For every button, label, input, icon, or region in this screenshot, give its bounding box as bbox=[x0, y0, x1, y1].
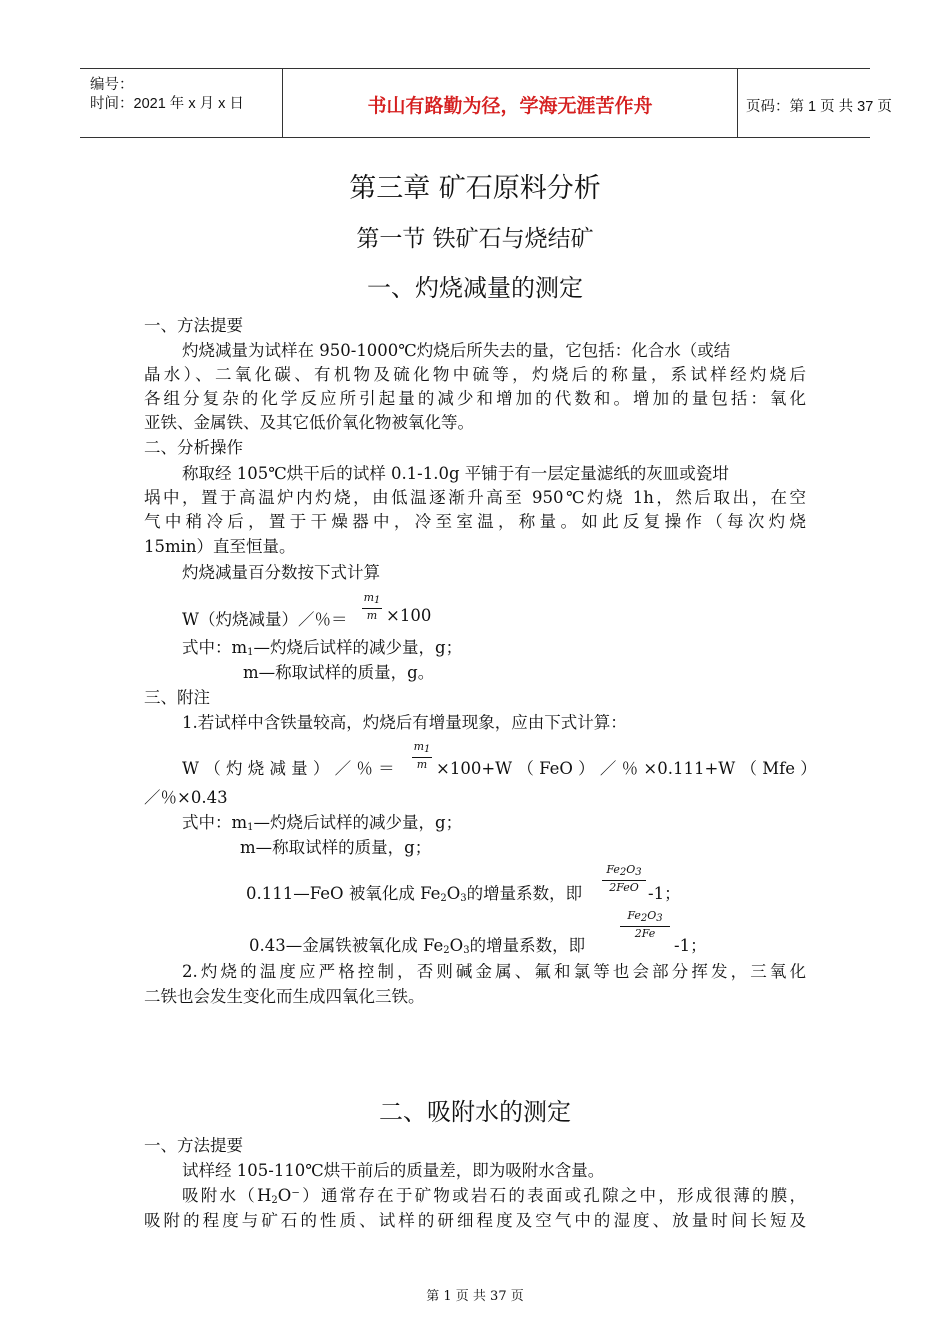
f1-numerator-sub: 1 bbox=[374, 595, 381, 606]
note-2-line-1: 2.灼烧的温度应严格控制，否则碱金属、氟和氯等也会部分挥发，三氧化 bbox=[182, 962, 806, 981]
note-1: 1.若试样中含铁量较高，灼烧后有增量现象，应由下式计算： bbox=[182, 713, 627, 732]
subsection-title-1: 一、灼烧减量的测定 bbox=[367, 274, 583, 302]
part2-heading-method: 一、方法提要 bbox=[144, 1136, 243, 1155]
page-header bbox=[80, 68, 892, 138]
number-label: 编号： bbox=[90, 77, 134, 93]
page-info: 页码：第 1 页 共 37 页 bbox=[746, 99, 892, 115]
formula-2-right: ×100+W （ FeO ） ／ ％ ×0.111+W （ Mfe ） bbox=[436, 759, 817, 778]
where-4: m—称取试样的质量，g； bbox=[240, 838, 432, 857]
method-line-2: 晶水）、二氧化碳、有机物及硫化物中硫等，灼烧后的称量，系试样经灼烧后 bbox=[144, 365, 806, 384]
coef-2-fraction: $Fe_2O_3$ 2Fe bbox=[620, 910, 670, 940]
coef-2-end: -1； bbox=[674, 936, 707, 955]
header-page-cell bbox=[738, 69, 892, 137]
where-2: m—称取试样的质量，g。 bbox=[243, 663, 435, 682]
formula-2-left: W （ 灼 烧 减 量 ） ／ ％ ＝ bbox=[182, 759, 395, 778]
subsection-title-2: 二、吸附水的测定 bbox=[379, 1098, 571, 1126]
formula-1-right: ×100 bbox=[386, 606, 432, 625]
heading-method: 一、方法提要 bbox=[144, 316, 243, 335]
operation-line-2: 埚中，置于高温炉内灼烧，由低温逐渐升高至 950℃灼烧 1h，然后取出，在空 bbox=[144, 488, 806, 507]
f1-denominator: m bbox=[366, 609, 378, 622]
chapter-title: 第三章 矿石原料分析 bbox=[349, 173, 601, 204]
heading-note: 三、附注 bbox=[144, 688, 210, 707]
operation-line-4: 15min）直至恒量。 bbox=[144, 537, 296, 556]
calc-intro: 灼烧减量百分数按下式计算 bbox=[182, 563, 380, 582]
operation-line-1: 称取经 105℃烘干后的试样 0.1-1.0g 平铺于有一层定量滤纸的灰皿或瓷坩 bbox=[182, 464, 729, 483]
formula-2-fraction: $m_1$ m bbox=[413, 740, 431, 771]
time-label: 时间：2021 年 x 月 x 日 bbox=[90, 96, 244, 112]
method-line-1: 灼烧减量为试样在 950-1000℃灼烧后所失去的量，它包括：化合水（或结 bbox=[182, 341, 731, 360]
f1-numerator: m bbox=[363, 591, 375, 604]
note-2-line-2: 二铁也会发生变化而生成四氧化三铁。 bbox=[144, 987, 425, 1006]
operation-line-3: 气中稍冷后，置于干燥器中，冷至室温，称量。如此反复操作（每次灼烧 bbox=[144, 512, 806, 531]
header-motto-cell bbox=[282, 69, 738, 137]
heading-operation: 二、分析操作 bbox=[144, 438, 243, 457]
section-title: 第一节 铁矿石与烧结矿 bbox=[356, 226, 594, 252]
part2-line-1: 试样经 105-110℃烘干前后的质量差，即为吸附水含量。 bbox=[182, 1161, 605, 1180]
method-line-4: 亚铁、金属铁、及其它低价氧化物被氧化等。 bbox=[144, 413, 474, 432]
part2-line-3: 吸附的程度与矿石的性质、试样的研细程度及空气中的湿度、放量时间长短及 bbox=[144, 1211, 806, 1230]
coef-1-fraction: $Fe_2O_3$ 2FeO bbox=[602, 864, 646, 894]
header-meta bbox=[80, 69, 282, 137]
page-footer: 第 1 页 共 37 页 bbox=[426, 1289, 524, 1304]
where-1: 式中：$m_1—$灼烧后试样的减少量，g； bbox=[182, 638, 463, 658]
coef-1-end: -1； bbox=[648, 884, 681, 903]
formula-2-cont: ／％×0.43 bbox=[144, 788, 228, 807]
method-line-3: 各组分复杂的化学反应所引起量的减少和增加的代数和。增加的量包括：氧化 bbox=[144, 389, 806, 408]
coef-2: 0.43—金属铁被氧化成 $Fe_2O_3$的增量系数，即 bbox=[249, 936, 586, 956]
formula-1-left: W（灼烧减量）／％＝ bbox=[182, 610, 348, 629]
formula-1-fraction bbox=[362, 592, 382, 622]
motto: 书山有路勤为径，学海无涯苦作舟 bbox=[367, 95, 653, 117]
where-3: 式中：$m_1—$灼烧后试样的减少量，g； bbox=[182, 813, 463, 833]
part2-line-2: 吸附水$(H_2O^-)$通常存在于矿物或岩石的表面或孔隙之中，形成很薄的膜， bbox=[182, 1186, 806, 1206]
coef-1: 0.111—FeO 被氧化成 $Fe_2O_3$的增量系数，即 bbox=[246, 884, 583, 904]
